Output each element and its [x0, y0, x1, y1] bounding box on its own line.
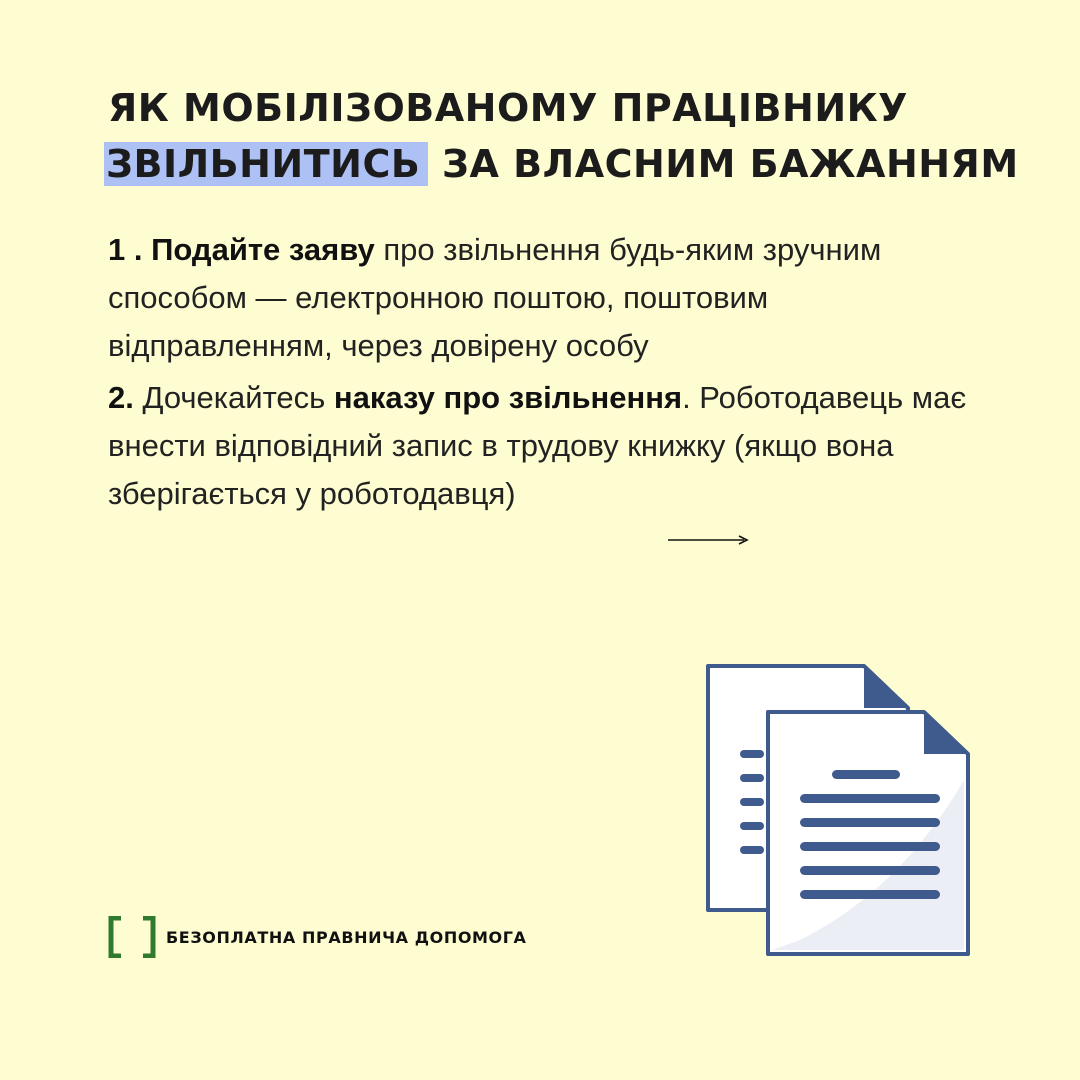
title-line-1: ЯК МОБІЛІЗОВАНОМУ ПРАЦІВНИКУ: [108, 86, 908, 130]
title-line-2: ЗА ВЛАСНИМ БАЖАННЯМ: [442, 142, 1019, 186]
documents-icon: [700, 660, 980, 965]
title-highlight: ЗВІЛЬНИТИСЬ: [104, 142, 428, 186]
step-2-number: 2.: [108, 380, 134, 415]
step-1-number: 1 .: [108, 232, 143, 267]
step-1-bold: Подайте заяву: [151, 232, 375, 267]
brackets-logo-icon: [108, 916, 156, 958]
footer-logo: [108, 916, 527, 958]
arrow-right-icon[interactable]: [668, 532, 750, 553]
step-2-text-after: . Роботодавець має внести відповідний запис в трудову книжку (якщо вона зберігається у роботодавця): [108, 380, 967, 511]
step-2-text-before: Дочекайтесь: [133, 380, 334, 415]
step-1: [108, 226, 988, 370]
page-title: [108, 80, 1028, 192]
step-2-bold: наказу про звільнення: [333, 380, 683, 415]
org-name: БЕЗОПЛАТНА ПРАВНИЧА ДОПОМОГА: [166, 927, 527, 947]
step-2: [108, 374, 988, 518]
step-1-text: про звільнення будь-яким зручним способом — електронною поштою, поштовим відправленням, через довірену особу: [108, 232, 882, 363]
